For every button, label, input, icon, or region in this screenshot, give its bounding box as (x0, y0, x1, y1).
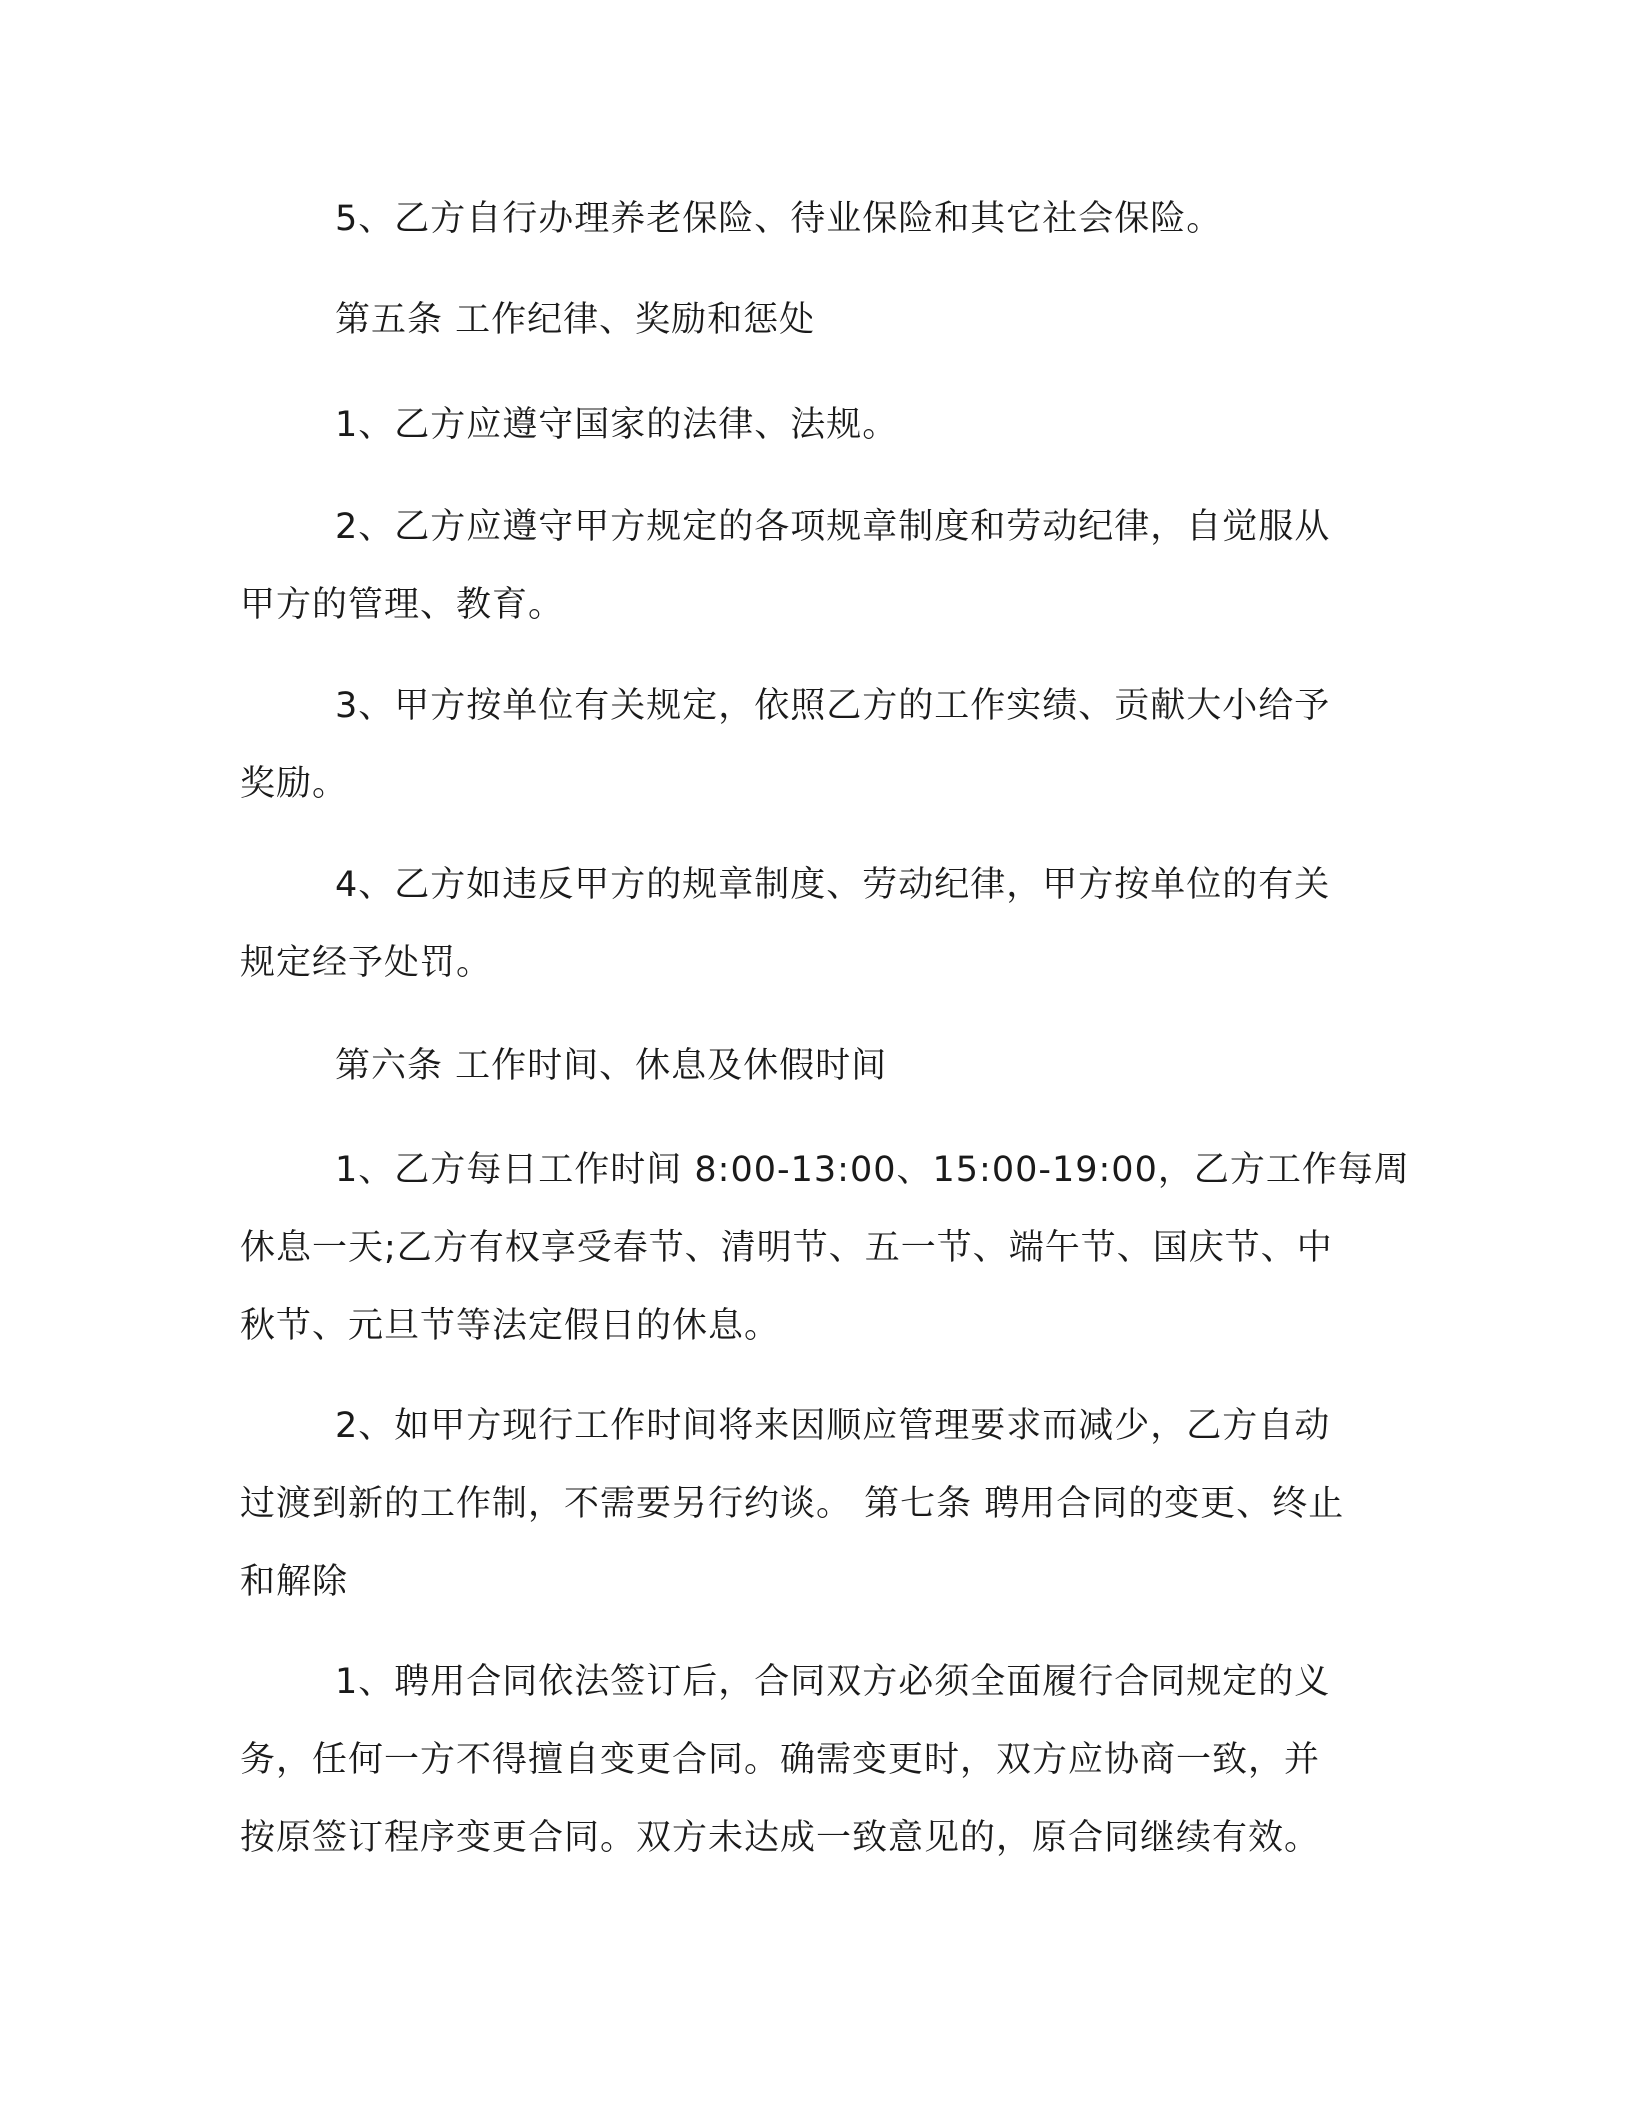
paragraph-line: 5、乙方自行办理养老保险、待业保险和其它社会保险。 (335, 199, 1223, 239)
paragraph-line: 和解除 (240, 1562, 349, 1602)
heading-article-6 (240, 1027, 1400, 1105)
paragraph-line: 第五条 工作纪律、奖励和惩处 (335, 300, 816, 340)
paragraph-line: 1、聘用合同依法签订后，合同双方必须全面履行合同规定的义 (335, 1662, 1331, 1702)
paragraph-line: 甲方的管理、教育。 (240, 585, 565, 625)
paragraph-line: 1、乙方应遵守国家的法律、法规。 (335, 405, 899, 445)
paragraph-article-5-item-4 (240, 846, 1400, 1002)
paragraph-article-6-item-1 (240, 1131, 1410, 1365)
paragraph-line: 按原签订程序变更合同。双方未达成一致意见的，原合同继续有效。 (240, 1818, 1321, 1858)
paragraph-article-6-item-2 (240, 1387, 1400, 1621)
paragraph-line: 过渡到新的工作制，不需要另行约谈。 第七条 聘用合同的变更、终止 (240, 1484, 1345, 1524)
paragraph-line: 务，任何一方不得擅自变更合同。确需变更时，双方应协商一致，并 (240, 1740, 1321, 1780)
paragraph-line: 2、乙方应遵守甲方规定的各项规章制度和劳动纪律，自觉服从 (335, 507, 1331, 547)
paragraph-line: 2、如甲方现行工作时间将来因顺应管理要求而减少，乙方自动 (335, 1406, 1331, 1446)
paragraph-line: 第六条 工作时间、休息及休假时间 (335, 1046, 888, 1086)
paragraph-article-5-item-2 (240, 488, 1400, 644)
paragraph-article-7-item-1 (240, 1643, 1400, 1877)
paragraph-line: 秋节、元旦节等法定假日的休息。 (240, 1306, 781, 1346)
paragraph-line: 奖励。 (240, 764, 349, 804)
paragraph-article-5-item-3 (240, 667, 1400, 823)
paragraph-line: 休息一天;乙方有权享受春节、清明节、五一节、端午节、国庆节、中 (240, 1228, 1333, 1268)
paragraph-line: 规定经予处罚。 (240, 943, 493, 983)
heading-article-5 (240, 281, 1400, 359)
paragraph-line: 4、乙方如违反甲方的规章制度、劳动纪律，甲方按单位的有关 (335, 865, 1331, 905)
paragraph-line: 1、乙方每日工作时间 8:00-13:00、15:00-19:00，乙方工作每周 (335, 1150, 1410, 1190)
paragraph-social-insurance (240, 180, 1400, 258)
paragraph-line: 3、甲方按单位有关规定，依照乙方的工作实绩、贡献大小给予 (335, 686, 1331, 726)
paragraph-article-5-item-1 (240, 386, 1400, 464)
